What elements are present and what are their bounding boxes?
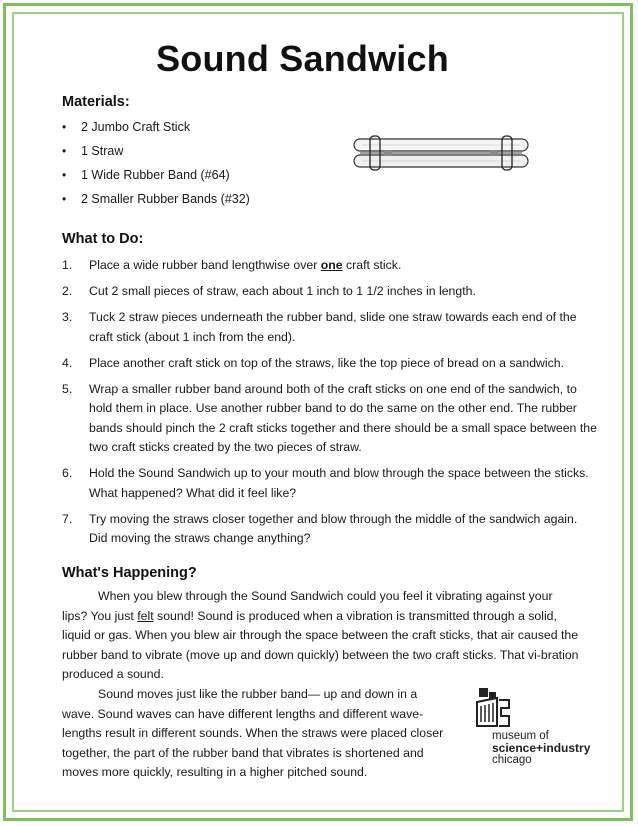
steps-list <box>62 256 598 555</box>
emphasis: felt <box>137 608 154 623</box>
museum-logo-text: museum of science+industry chicago <box>492 730 591 766</box>
whats-happening-heading: What's Happening? <box>62 565 197 581</box>
step-number: 1. <box>62 258 73 272</box>
museum-logo <box>472 686 591 772</box>
step-number: 7. <box>62 511 73 526</box>
step-number: 2. <box>62 284 73 298</box>
materials-heading: Materials: <box>62 94 130 110</box>
list-item: • 1 Straw <box>62 143 250 167</box>
emphasis: one <box>320 258 343 272</box>
step-item: 2. Cut 2 small pieces of straw, each about 1 inch to 1 1/2 inches in length. <box>62 282 598 302</box>
materials-list <box>62 119 250 215</box>
sound-sandwich-illustration <box>352 133 530 175</box>
list-item: • 1 Wide Rubber Band (#64) <box>62 167 250 191</box>
step-number: 6. <box>62 466 73 480</box>
explanation-paragraph-1: When you blew through the Sound Sandwich could you feel it vibrating against your lips? You just felt sound! Sound is produced when a vibration is transmitted through a solid, liquid or gas. When you blew air through the space between the craft sticks, that air caused the rubber band to vibrate (move up and down quickly) between the two craft sticks. That vi-bration produced a sound. <box>62 589 579 681</box>
list-item: • 2 Jumbo Craft Stick <box>62 119 250 143</box>
list-item: • 2 Smaller Rubber Bands (#32) <box>62 191 250 215</box>
step-number: 3. <box>62 310 73 324</box>
step-item: 1. Place a wide rubber band lengthwise over one craft stick. <box>62 256 598 276</box>
step-item: 5. Wrap a smaller rubber band around both of the craft sticks on one end of the sandwich, to hold them in place. Use another rubber band to do the same on the other end. The rubber bands should pinch the 2 craft sticks together and there should be a small space between the two craft sticks created by the two pieces of straw. <box>62 381 597 454</box>
page-title: Sound Sandwich <box>156 38 449 79</box>
step-item: 4. Place another craft stick on top of the straws, like the top piece of bread on a sandwich. <box>62 354 598 374</box>
step-number: 4. <box>62 355 73 370</box>
explanation-paragraph-2: Sound moves just like the rubber band— up and down in a wave. Sound waves can have different lengths and different wave-lengths result in different sounds. When the straws were placed closer together, the part of the rubber band that vibrates is shortened and moves more quickly, resulting in a higher pitched sound. <box>62 687 444 779</box>
step-number: 5. <box>62 381 73 396</box>
step-item: 3. Tuck 2 straw pieces underneath the rubber band, slide one straw towards each end of the craft stick (about 1 inch from the end). <box>62 310 577 344</box>
what-to-do-heading: What to Do: <box>62 231 144 247</box>
step-item: 6. Hold the Sound Sandwich up to your mouth and blow through the space between the sticks. What happened? What did it feel like? <box>62 466 589 500</box>
museum-logo-icon <box>475 686 511 730</box>
step-item: 7. Try moving the straws closer together and blow through the middle of the sandwich again. Did moving the straws change anything? <box>62 511 578 545</box>
